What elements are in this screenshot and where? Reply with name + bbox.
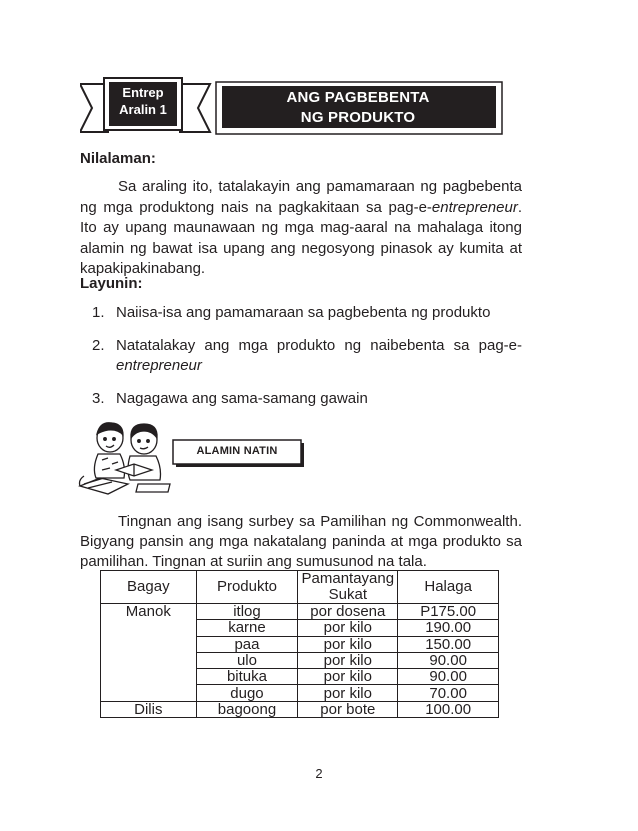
objectives-list [92,303,522,422]
objective-text: Natatalakay ang mga produkto ng naibebenta sa pag-e- [116,337,522,354]
table-row [101,636,499,652]
objective-item [92,303,522,323]
table-cell: por kilo [298,652,398,668]
lesson-subject: Entrep [122,85,164,100]
table-cell: itlog [196,604,298,620]
table-cell: dugo [196,685,298,701]
table-cell: Dilis [101,701,197,717]
market-survey-table [100,570,499,718]
title-line-2: NG PRODUKTO [300,109,416,126]
table-cell: 90.00 [398,669,499,685]
table-row [101,652,499,668]
table-cell [101,669,197,685]
column-header: Pamantayang Sukat [298,571,398,604]
table-cell: P175.00 [398,604,499,620]
objective-number: 3. [92,390,105,407]
nilalaman-text-2: . Ito ay upang maunawaan ng mga mag-aaral na mahalaga itong alamin ng bawat isa upang ang negosyong pinasok ay kumita at kapakipakinabang. [80,198,522,277]
table-cell: 150.00 [398,636,499,652]
children-icon [78,418,174,496]
objective-text: Naiisa-isa ang pamamaraan sa pagbebenta ng produkto [116,304,491,321]
column-header: Halaga [398,571,499,604]
objective-item [92,389,522,409]
table-row [101,701,499,717]
objective-text: Nagagawa ang sama-samang gawain [116,390,368,407]
alamin-label: ALAMIN NATIN [196,445,278,457]
nilalaman-italic: entrepreneur [431,198,518,216]
nilalaman-heading: Nilalaman: [80,150,156,167]
nilalaman-paragraph [80,177,522,280]
title-line-1: ANG PAGBEBENTA [286,89,430,106]
table-cell: paa [196,636,298,652]
table-cell: por bote [298,701,398,717]
table-cell: ulo [196,652,298,668]
table-cell: 100.00 [398,701,499,717]
lesson-number: Aralin 1 [119,102,167,117]
objective-item [92,336,522,376]
layunin-heading: Layunin: [80,275,143,292]
table-row [101,685,499,701]
column-header: Produkto [196,571,298,604]
table-cell [101,685,197,701]
table-cell: por kilo [298,620,398,636]
intro-text: Tingnan ang isang surbey sa Pamilihan ng Commonwealth. Bigyang pansin ang mga nakatalang paninda at mga produkto sa pamilihan. Tingnan at suriin ang sumusunod na tala. [80,513,522,570]
table-row [101,604,499,620]
page-title [222,88,494,128]
nilalaman-text-1: Sa araling ito, tatalakayin ang pamamaraan ng pagbebenta ng mga produktong nais na pagkakitaan sa pag-e- [80,178,522,216]
table-cell [101,620,197,636]
table-row [101,669,499,685]
table-cell [101,652,197,668]
objective-italic: entrepreneur [116,357,202,374]
lesson-label [108,84,178,118]
students-reading-illustration [78,418,174,496]
page-number: 2 [315,766,323,781]
table-cell: por kilo [298,636,398,652]
table-cell: bituka [196,669,298,685]
table-cell: 70.00 [398,685,499,701]
table-cell: 190.00 [398,620,499,636]
intro-paragraph [80,512,522,572]
table-cell: por kilo [298,669,398,685]
table-cell [101,636,197,652]
table-header-row [101,571,499,604]
column-header: Bagay [101,571,197,604]
table-cell: por dosena [298,604,398,620]
objective-number: 1. [92,304,105,321]
table-row [101,620,499,636]
table-cell: por kilo [298,685,398,701]
table-cell: karne [196,620,298,636]
objective-number: 2. [92,337,105,354]
table-cell: Manok [101,604,197,620]
table-cell: bagoong [196,701,298,717]
table-cell: 90.00 [398,652,499,668]
